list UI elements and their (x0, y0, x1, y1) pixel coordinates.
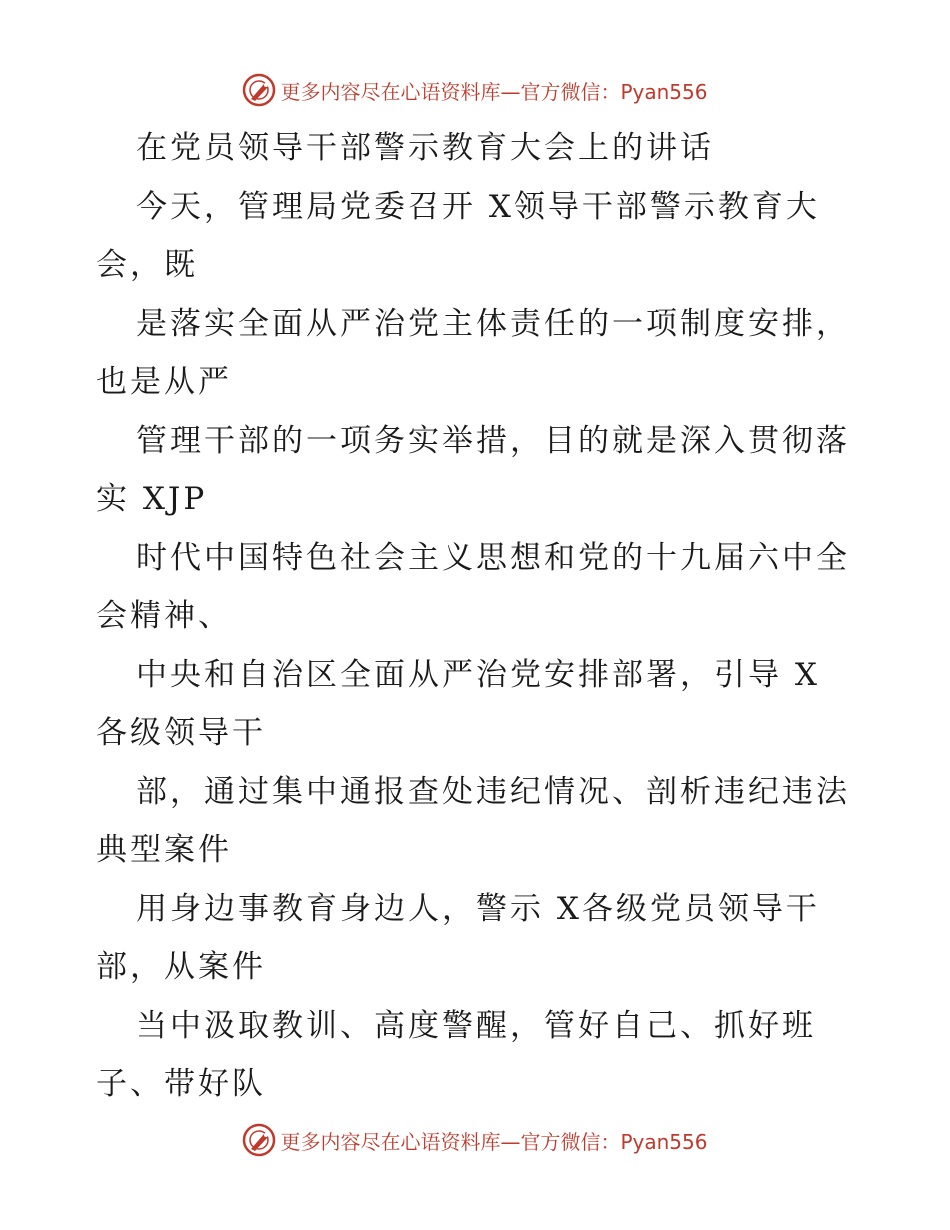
text-line: 会，既 (96, 247, 198, 283)
text-line: 子、带好队 (96, 1066, 266, 1102)
text-line: 今天，管理局党委召开 X领导干部警示教育大 (136, 188, 820, 225)
text-line: 时代中国特色社会主义思想和党的十九届六中全 (136, 539, 850, 576)
watermark-text: 更多内容尽在心语资料库—官方微信：Pyan556 (280, 1129, 708, 1154)
text-line: 各级领导干 (96, 715, 266, 751)
text-line: 部，通过集中通报查处违纪情况、剖析违纪违法 (136, 773, 850, 810)
text-line: 在党员领导干部警示教育大会上的讲话 (136, 130, 714, 166)
text-line: 也是从严 (96, 364, 232, 400)
document-body (96, 119, 886, 1114)
text-line: 典型案件 (96, 832, 232, 868)
text-line: 中央和自治区全面从严治党安排部署，引导 X (136, 656, 820, 693)
text-line: 用身边事教育身边人，警示 X各级党员领导干 (136, 890, 820, 927)
pen-nib-logo-icon (242, 73, 276, 107)
watermark-header (0, 70, 950, 110)
watermark-text: 更多内容尽在心语资料库—官方微信：Pyan556 (280, 79, 708, 104)
text-line: 是落实全面从严治党主体责任的一项制度安排， (136, 305, 850, 342)
text-line: 部，从案件 (96, 949, 266, 985)
pen-nib-logo-icon (242, 1123, 276, 1157)
text-line: 当中汲取教训、高度警醒，管好自己、抓好班 (136, 1007, 816, 1044)
text-line: 实 XJP (96, 481, 208, 517)
text-line: 会精神、 (96, 598, 232, 634)
text-line: 管理干部的一项务实举措，目的就是深入贯彻落 (136, 422, 850, 459)
watermark-footer (0, 1120, 950, 1160)
